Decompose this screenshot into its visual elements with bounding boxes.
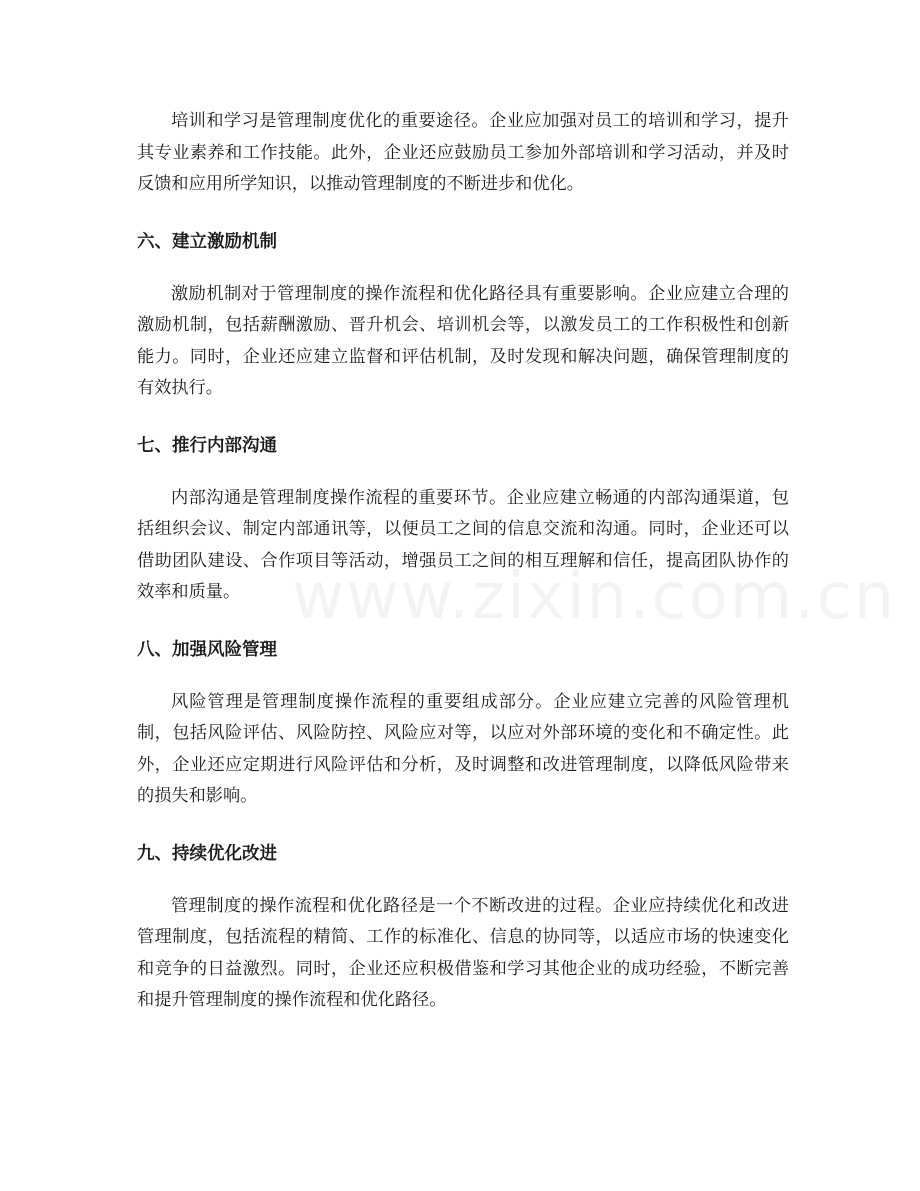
paragraph-section-nine: 管理制度的操作流程和优化路径是一个不断改进的过程。企业应持续优化和改进管理制度，包括流程的精简、工作的标准化、信息的协同等，以适应市场的快速变化和竞争的日益激烈。同时，企业还应积极借鉴和学习其他企业的成功经验，不断完善和提升管理制度的操作流程和优化路径。	[137, 895, 789, 1010]
heading-section-six: 六、建立激励机制	[137, 231, 277, 252]
paragraph-section-eight: 风险管理是管理制度操作流程的重要组成部分。企业应建立完善的风险管理机制，包括风险评估、风险防控、风险应对等，以应对外部环境的变化和不确定性。此外，企业还应定期进行风险评估和分析，及时调整和改进管理制度，以降低风险带来的损失和影响。	[137, 691, 789, 806]
paragraph-section-six: 激励机制对于管理制度的操作流程和优化路径具有重要影响。企业应建立合理的激励机制，包括薪酬激励、晋升机会、培训机会等，以激发员工的工作积极性和创新能力。同时，企业还应建立监督和评估机制，及时发现和解决问题，确保管理制度的有效执行。	[137, 283, 789, 398]
heading-section-seven: 七、推行内部沟通	[137, 435, 277, 456]
document-body	[137, 106, 789, 1017]
heading-section-eight: 八、加强风险管理	[137, 639, 277, 660]
paragraph-training: 培训和学习是管理制度优化的重要途径。企业应加强对员工的培训和学习，提升其专业素养和工作技能。此外，企业还应鼓励员工参加外部培训和学习活动，并及时反馈和应用所学知识，以推动管理制度的不断进步和优化。	[137, 111, 789, 194]
heading-section-nine: 九、持续优化改进	[137, 843, 277, 864]
paragraph-section-seven: 内部沟通是管理制度操作流程的重要环节。企业应建立畅通的内部沟通渠道，包括组织会议、制定内部通讯等，以便员工之间的信息交流和沟通。同时，企业还可以借助团队建设、合作项目等活动，增强员工之间的相互理解和信任，提高团队协作的效率和质量。	[137, 487, 789, 602]
